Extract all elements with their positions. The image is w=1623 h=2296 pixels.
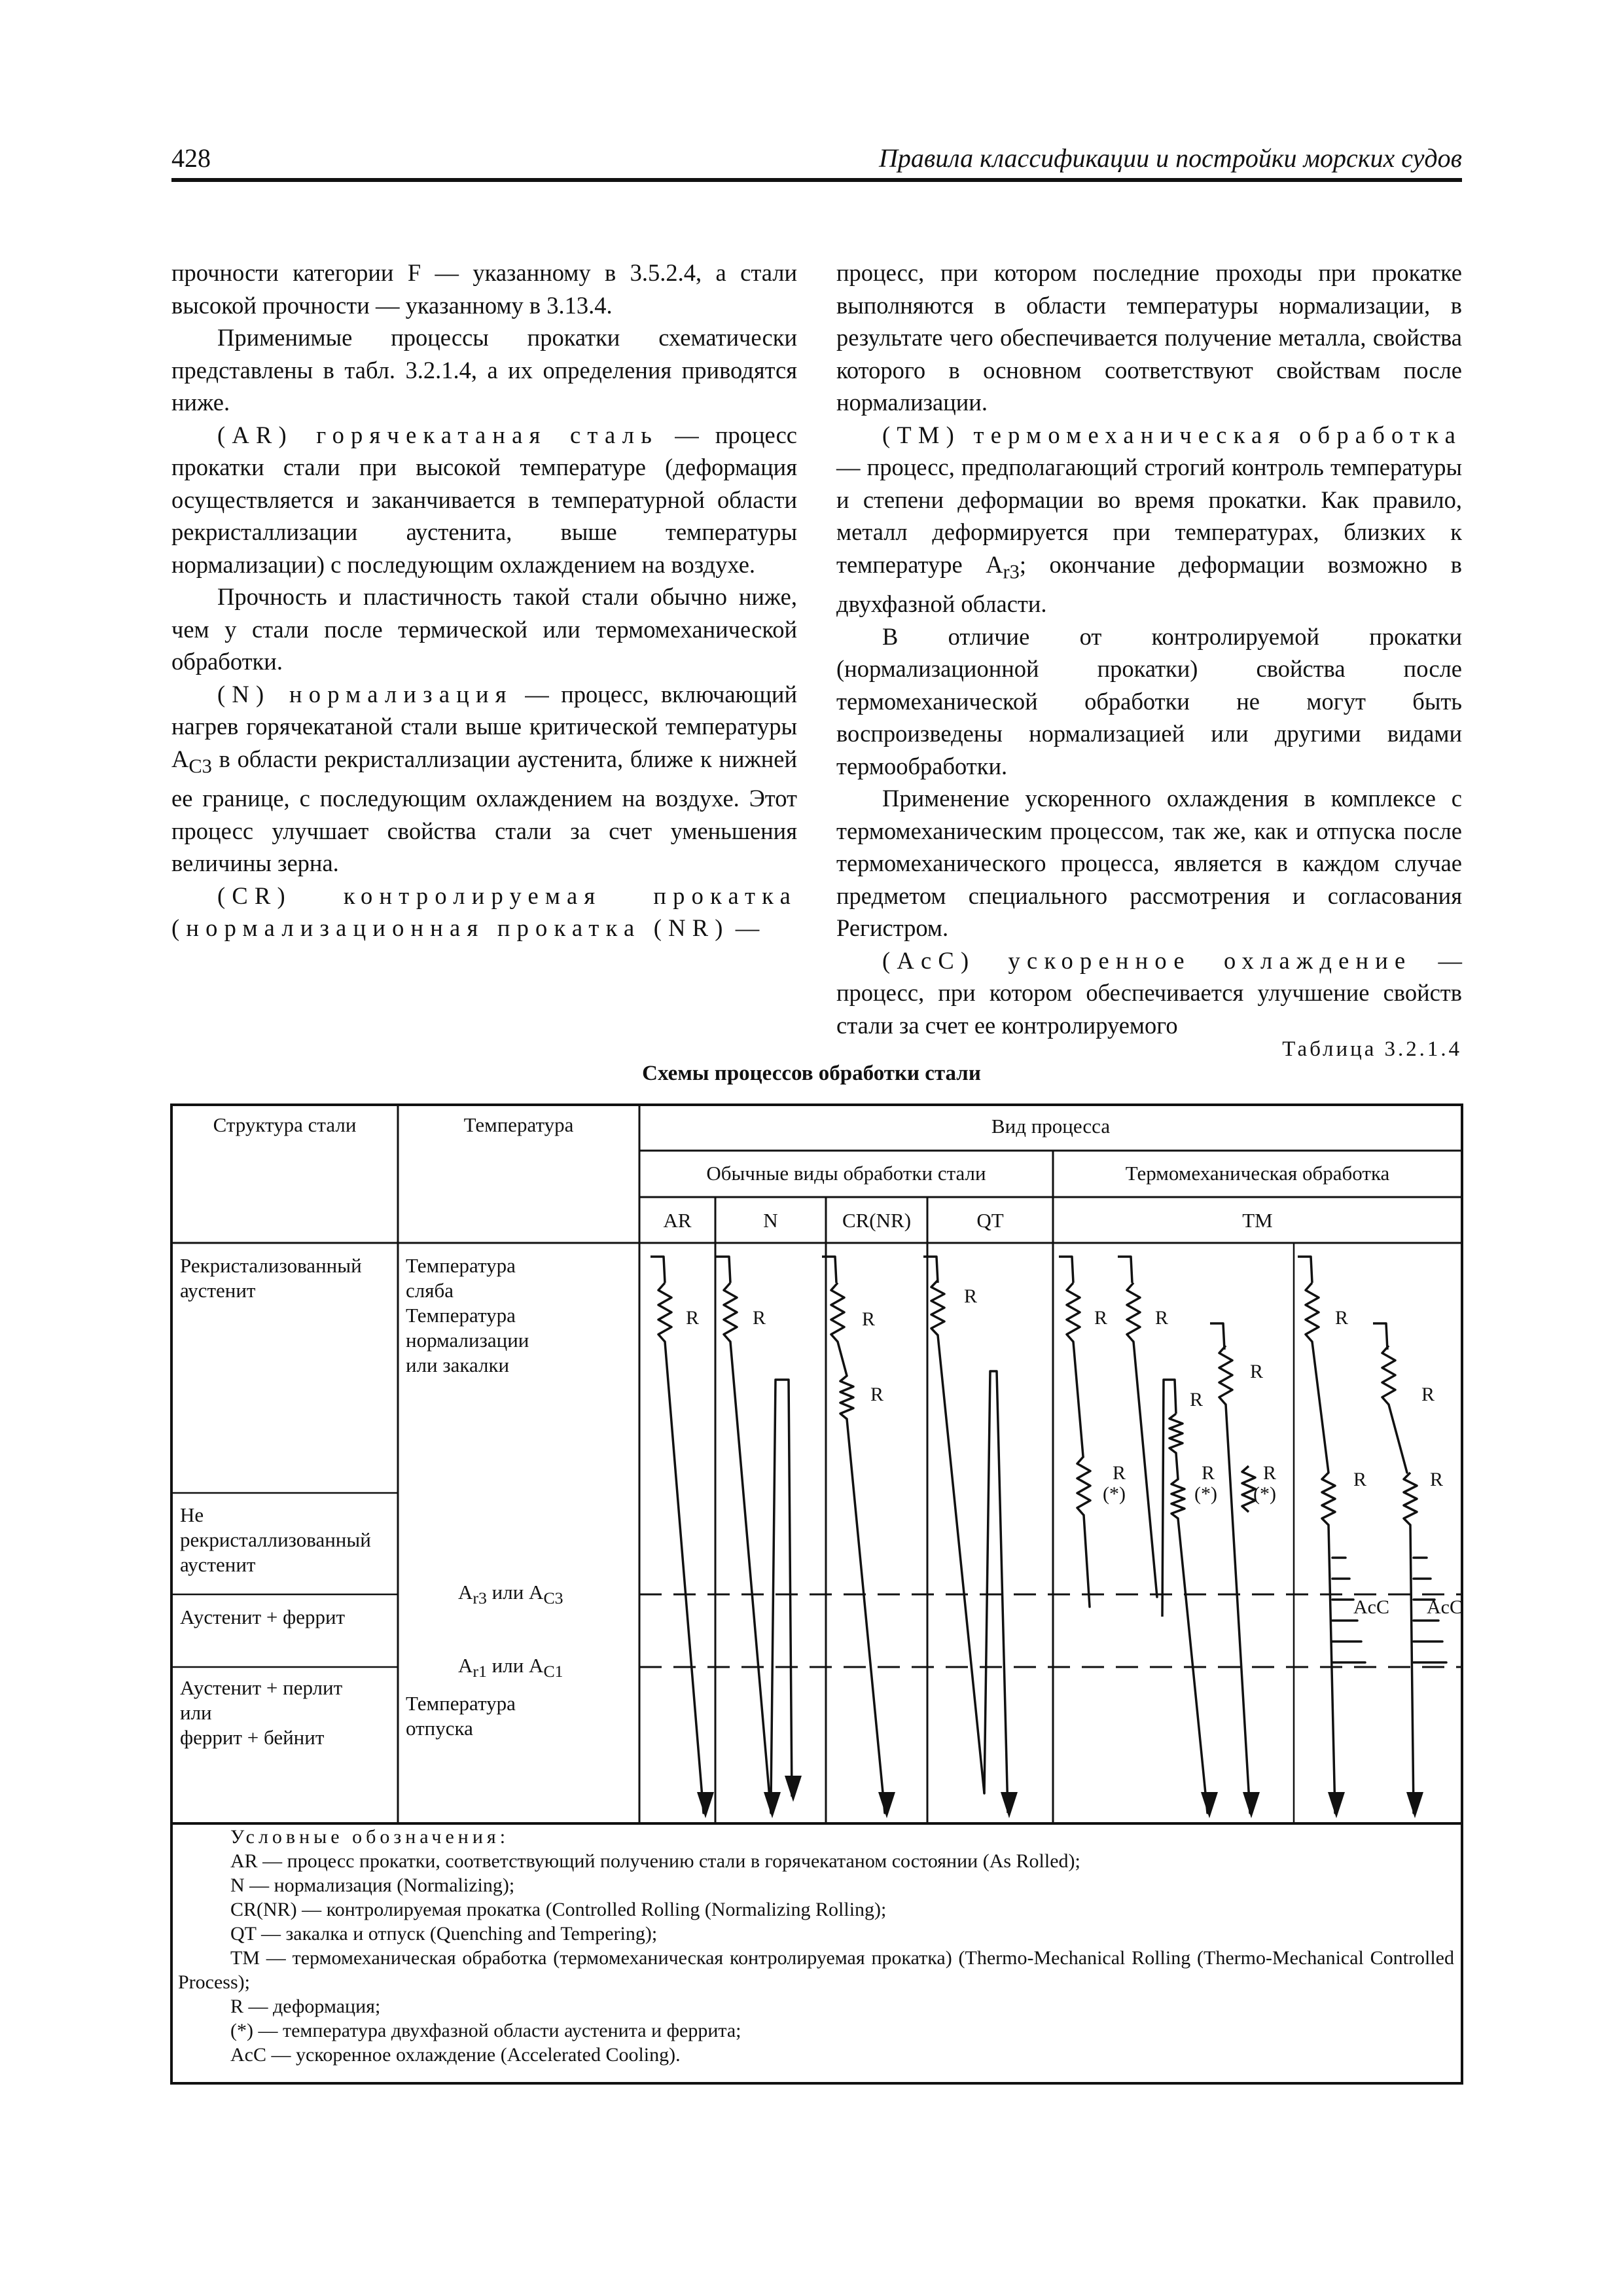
label-r: R bbox=[1250, 1361, 1264, 1382]
process-line bbox=[1073, 1342, 1083, 1456]
legend-acc: AcC — ускоренное охлаждение (Accelerated Cooling). bbox=[230, 2044, 681, 2066]
right-paragraph-4: Применение ускоренного охлаждения в комплексе с термомеханическим процессом, так же, как и отпуска после термомеханического процесса, является в каждом случае предметом специального рассмотрения и согласования Регистром. bbox=[836, 785, 1462, 942]
label-star: (*) bbox=[1103, 1483, 1126, 1505]
deformation-zigzag bbox=[1382, 1346, 1395, 1405]
acc-definition: — процесс, при котором обеспечивается улучшение свойств стали за счет ее контролируемого bbox=[836, 946, 1462, 1039]
arrow-head bbox=[878, 1792, 895, 1818]
label-acc: AcC bbox=[1427, 1596, 1463, 1618]
slab-hook bbox=[1059, 1257, 1073, 1283]
deformation-zigzag bbox=[1219, 1346, 1232, 1405]
process-line bbox=[1312, 1342, 1329, 1473]
left-paragraph-4: Прочность и пластичность такой стали обычно ниже, чем у стали после термической или термомеханической обработки. bbox=[171, 583, 797, 675]
row-austenite-ferrite: Аустенит + феррит bbox=[180, 1605, 346, 1628]
deformation-zigzag bbox=[658, 1283, 671, 1342]
legend-tm: TM — термомеханическая обработка (термомеханическая контролируемая прокатка) (Thermo-Mechanical Rolling (Thermo-Mechanical Controlled Process); bbox=[178, 1947, 1454, 1993]
left-paragraph-1: прочности категории F — указанному в 3.5.2.4, а стали высокой прочности — указанному в 3.13.4. bbox=[171, 259, 797, 319]
slab-hook bbox=[1298, 1257, 1312, 1283]
arrow-head bbox=[1201, 1792, 1218, 1818]
table-caption: Схемы процессов обработки стали bbox=[642, 1062, 981, 1085]
term-n: (N) нормализация bbox=[217, 680, 513, 708]
header-cr: CR(NR) bbox=[842, 1209, 912, 1232]
arrow-head bbox=[1243, 1792, 1260, 1818]
n-definition-b: в области рекристаллизации аустенита, ближе к нижней ее границе, с последующим охлаждением на воздухе. Этот процесс улучшает свойства стали за счет уменьшения величины зерна. bbox=[171, 745, 797, 877]
row-austenite-pearlite bbox=[180, 1676, 393, 1750]
deformation-zigzag bbox=[1171, 1479, 1185, 1518]
slab-hook bbox=[1210, 1323, 1224, 1350]
label-r: R bbox=[1430, 1469, 1444, 1490]
label-r: R bbox=[1335, 1307, 1349, 1329]
row-austenite-pearlite-line3: феррит + бейнит bbox=[180, 1726, 325, 1749]
process-line bbox=[1084, 1515, 1090, 1607]
temp-ar1-b: или A bbox=[486, 1654, 544, 1677]
process-line bbox=[1329, 1525, 1335, 1813]
right-paragraph-3: В отличие от контролируемой прокатки (нормализационной прокатки) свойства после термомеханической обработки не могут быть воспроизведены нормализацией или другими видами термообработки. bbox=[836, 622, 1462, 780]
tm-definition-b: ; окончание деформации возможно в двухфазной области. bbox=[836, 550, 1462, 618]
running-title: Правила классификации и постройки морских судов bbox=[878, 143, 1462, 173]
header-n: N bbox=[763, 1209, 778, 1232]
deformation-zigzag bbox=[831, 1283, 844, 1342]
legend-ar: AR — процесс прокатки, соответствующий получению стали в горячекатаном состоянии (As Rolled); bbox=[230, 1850, 1080, 1872]
header-process-kind: Вид процесса bbox=[991, 1115, 1111, 1138]
temp-ar3-sub: r3 bbox=[473, 1588, 487, 1608]
label-star: (*) bbox=[1253, 1483, 1276, 1505]
legend-cr: CR(NR) — контролируемая прокатка (Controlled Rolling (Normalizing Rolling); bbox=[230, 1899, 887, 1920]
ar-definition: — процесс прокатки стали при высокой температуре (деформация осуществляется и заканчивается в температурной области рекристаллизации аустенита, выше температуры нормализации) с последующим охлаждением на воздухе. bbox=[171, 421, 797, 578]
tm-definition-a: — процесс, предполагающий строгий контроль температуры и степени деформации во время прокатки. Как правило, металл деформируется при температурах, близких к температуре A bbox=[836, 454, 1462, 578]
legend bbox=[178, 1825, 1454, 2067]
label-r: R bbox=[753, 1307, 766, 1329]
header-usual: Обычные виды обработки стали bbox=[706, 1162, 986, 1185]
process-line bbox=[1133, 1342, 1157, 1597]
legend-star: (*) — температура двухфазной области аустенита и феррита; bbox=[230, 2020, 741, 2041]
temp-ar1-sub: r1 bbox=[473, 1662, 487, 1681]
right-paragraph-1: процесс, при котором последние проходы при прокатке выполняются в области температуры нормализации, в результате чего обеспечивается получение металла, свойства которого в основном соответствуют свойствам после нормализации. bbox=[836, 259, 1462, 416]
legend-title: Условные обозначения: bbox=[230, 1826, 510, 1848]
normalizing-path bbox=[771, 1380, 792, 1801]
term-cr: (CR) контролируемая прокатка (нормализационная прокатка (NR) bbox=[171, 882, 797, 942]
arrow-head bbox=[764, 1792, 781, 1818]
header-qt: QT bbox=[976, 1209, 1004, 1232]
term-acc: (AcC) ускоренное охлаждение bbox=[882, 946, 1412, 974]
process-line bbox=[665, 1342, 704, 1813]
n-definition-a: — процесс, включающий нагрев горячекатаной стали выше критической температуры A bbox=[171, 680, 798, 772]
temp-tempering-line2: отпуска bbox=[406, 1717, 473, 1740]
label-r: R bbox=[870, 1384, 884, 1405]
label-r: R bbox=[1113, 1462, 1126, 1484]
header-temperature: Температура bbox=[463, 1113, 574, 1136]
deformation-zigzag bbox=[1127, 1283, 1140, 1342]
temp-slab bbox=[406, 1253, 635, 1378]
table-number: Таблица 3.2.1.4 bbox=[1282, 1037, 1462, 1061]
temp-ar1-sub2: C1 bbox=[543, 1662, 563, 1681]
label-acc: AcC bbox=[1353, 1596, 1389, 1618]
temp-norm-line1: Температура bbox=[406, 1304, 516, 1327]
deformation-zigzag bbox=[1169, 1414, 1183, 1453]
temp-ar3-sub2: C3 bbox=[543, 1588, 563, 1608]
process-line bbox=[1389, 1405, 1407, 1473]
term-tm: (TM) термомеханическая обработка bbox=[882, 421, 1462, 448]
label-r: R bbox=[862, 1308, 876, 1330]
label-r: R bbox=[1094, 1307, 1108, 1329]
temp-slab-line1: Температура bbox=[406, 1254, 516, 1277]
deformation-zigzag bbox=[1322, 1473, 1335, 1525]
label-r: R bbox=[1421, 1384, 1435, 1405]
n-definition-sub: C3 bbox=[188, 754, 212, 777]
label-r: R bbox=[964, 1285, 978, 1307]
process-diagram bbox=[651, 1257, 1463, 1818]
temp-ar1-a: A bbox=[458, 1654, 473, 1677]
slab-hook bbox=[651, 1257, 665, 1283]
slab-hook bbox=[1118, 1257, 1132, 1283]
label-r: R bbox=[1155, 1307, 1169, 1329]
process-line bbox=[1226, 1405, 1250, 1813]
label-r: R bbox=[1353, 1469, 1367, 1490]
header-thermo: Термомеханическая обработка bbox=[1125, 1162, 1390, 1185]
slab-hook bbox=[822, 1257, 836, 1283]
label-r: R bbox=[686, 1307, 700, 1329]
deformation-zigzag bbox=[931, 1280, 944, 1335]
process-line bbox=[847, 1419, 885, 1813]
left-paragraph-2: Применимые процессы прокатки схематически представлены в табл. 3.2.1.4, а их определения приводятся ниже. bbox=[171, 324, 797, 416]
tm-definition-sub: r3 bbox=[1003, 560, 1020, 583]
deformation-zigzag bbox=[724, 1283, 737, 1342]
row-recrystallized: Рекристализованный аустенит bbox=[180, 1254, 362, 1302]
temp-ar1 bbox=[458, 1653, 635, 1684]
arrow-head bbox=[697, 1792, 714, 1818]
header-structure: Структура стали bbox=[213, 1113, 357, 1136]
temp-norm-line3: или закалки bbox=[406, 1354, 510, 1376]
temp-slab-line2: сляба bbox=[406, 1279, 454, 1302]
deformation-zigzag bbox=[1067, 1283, 1080, 1342]
deformation-zigzag bbox=[1306, 1283, 1319, 1342]
deformation-zigzag bbox=[1404, 1473, 1417, 1525]
temp-ar3-a: A bbox=[458, 1581, 473, 1604]
temp-norm-line2: нормализации bbox=[406, 1329, 529, 1352]
slab-hook bbox=[923, 1257, 938, 1283]
temp-tempering bbox=[406, 1691, 635, 1741]
legend-r: R — деформация; bbox=[230, 1996, 381, 2017]
page-number: 428 bbox=[171, 143, 211, 173]
process-line bbox=[938, 1335, 984, 1793]
process-line bbox=[838, 1342, 847, 1376]
deformation-zigzag bbox=[840, 1376, 853, 1419]
row-austenite-pearlite-line1: Аустенит + перлит bbox=[180, 1676, 343, 1699]
header-tm: TM bbox=[1242, 1209, 1273, 1232]
cr-dash: — bbox=[729, 914, 760, 942]
process-line bbox=[1178, 1518, 1207, 1813]
process-line bbox=[1176, 1453, 1178, 1479]
legend-n: N — нормализация (Normalizing); bbox=[230, 1874, 515, 1896]
process-line bbox=[1410, 1525, 1414, 1813]
arrow-head bbox=[1328, 1792, 1345, 1818]
process-line bbox=[730, 1342, 771, 1813]
arrow-head bbox=[1001, 1792, 1018, 1818]
row-nonrecrystallized: Не рекристаллизованный аустенит bbox=[180, 1503, 371, 1576]
label-star: (*) bbox=[1194, 1483, 1217, 1505]
slab-hook bbox=[1373, 1323, 1387, 1350]
label-r: R bbox=[1263, 1462, 1277, 1484]
header-ar: AR bbox=[663, 1209, 692, 1232]
deformation-zigzag bbox=[1077, 1456, 1090, 1515]
label-r: R bbox=[1190, 1389, 1204, 1410]
arrow-head bbox=[785, 1776, 802, 1802]
temp-ar3-b: или A bbox=[486, 1581, 544, 1604]
temp-tempering-line1: Температура bbox=[406, 1692, 516, 1715]
row-austenite-pearlite-line2: или bbox=[180, 1701, 212, 1724]
slab-hook bbox=[716, 1257, 730, 1283]
label-r: R bbox=[1202, 1462, 1215, 1484]
temp-ar3 bbox=[458, 1580, 635, 1611]
tempering-path bbox=[984, 1371, 1008, 1813]
legend-qt: QT — закалка и отпуск (Quenching and Tempering); bbox=[230, 1923, 658, 1945]
term-ar: (AR) горячекатаная сталь bbox=[217, 421, 659, 448]
arrow-head bbox=[1406, 1792, 1423, 1818]
